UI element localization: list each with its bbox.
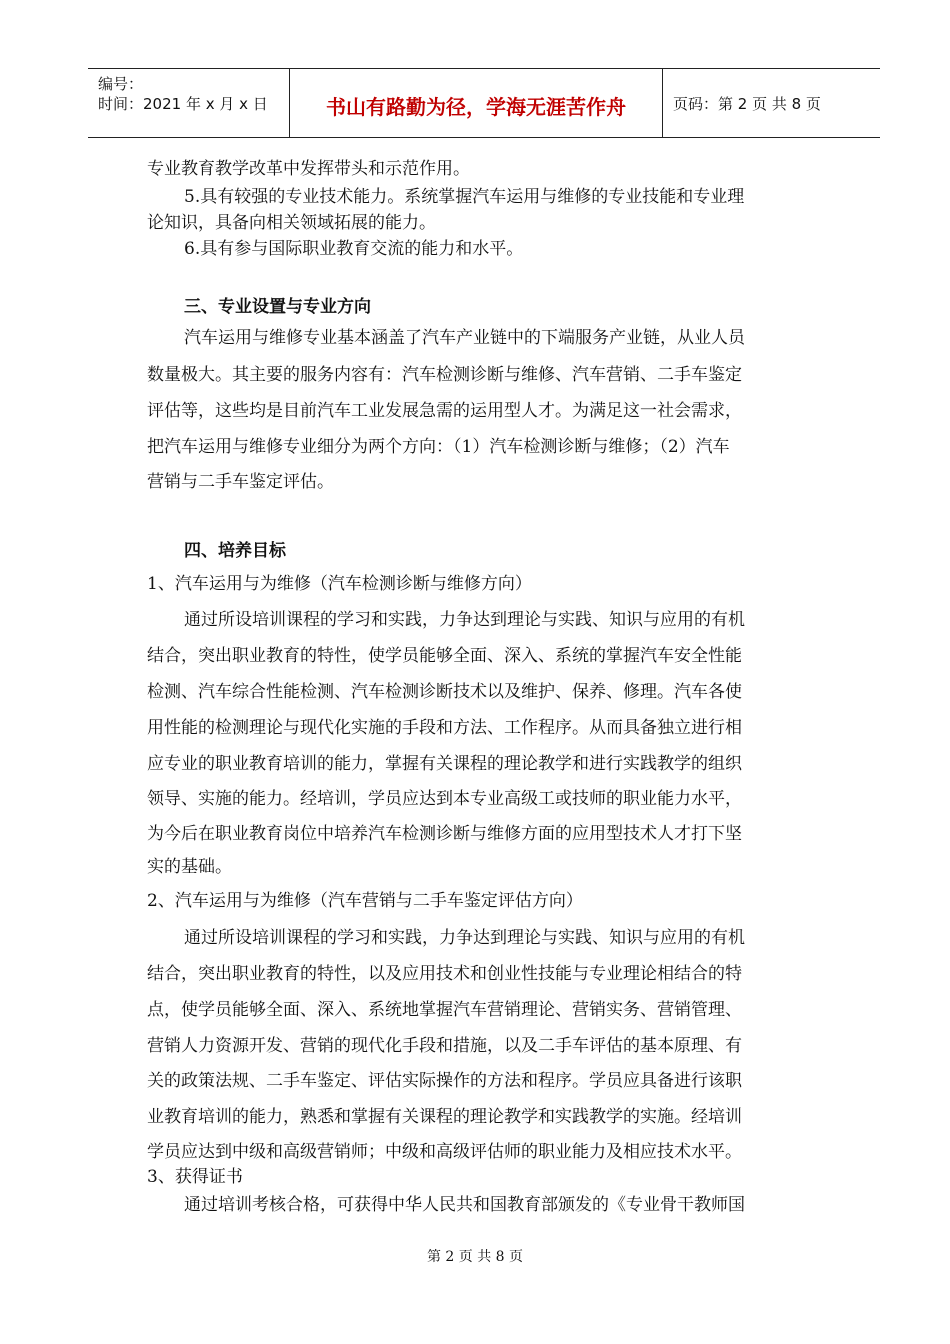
subsection-heading: 2、汽车运用与为维修（汽车营销与二手车鉴定评估方向） — [147, 891, 583, 911]
section-heading: 三、专业设置与专业方向 — [184, 297, 371, 317]
text-line: 论知识，具备向相关领域拓展的能力。 — [147, 213, 436, 233]
subsection-heading: 1、汽车运用与为维修（汽车检测诊断与维修方向） — [147, 574, 532, 594]
text-line: 营销人力资源开发、营销的现代化手段和措施，以及二手车评估的基本原理、有 — [147, 1036, 742, 1056]
text-line: 通过所设培训课程的学习和实践，力争达到理论与实践、知识与应用的有机 — [184, 928, 745, 948]
page-info: 页码：第 2 页 共 8 页 — [673, 95, 821, 113]
text-line: 通过培训考核合格，可获得中华人民共和国教育部颁发的《专业骨干教师国 — [184, 1195, 745, 1215]
document-header — [88, 68, 880, 138]
text-line: 营销与二手车鉴定评估。 — [147, 472, 334, 492]
text-line: 检测、汽车综合性能检测、汽车检测诊断技术以及维护、保养、修理。汽车各使 — [147, 682, 742, 702]
text-line: 把汽车运用与维修专业细分为两个方向：（1）汽车检测诊断与维修；（2）汽车 — [147, 437, 730, 457]
text-line: 实的基础。 — [147, 857, 232, 877]
text-line: 为今后在职业教育岗位中培养汽车检测诊断与维修方面的应用型技术人才打下坚 — [147, 824, 742, 844]
text-line: 结合，突出职业教育的特性，使学员能够全面、深入、系统的掌握汽车安全性能 — [147, 646, 742, 666]
text-line: 学员应达到中级和高级营销师；中级和高级评估师的职业能力及相应技术水平。 — [147, 1142, 742, 1162]
text-line: 数量极大。其主要的服务内容有：汽车检测诊断与维修、汽车营销、二手车鉴定 — [147, 365, 742, 385]
section-heading: 四、培养目标 — [184, 541, 286, 561]
text-line: 汽车运用与维修专业基本涵盖了汽车产业链中的下端服务产业链，从业人员 — [184, 328, 745, 348]
text-line: 5.具有较强的专业技术能力。系统掌握汽车运用与维修的专业技能和专业理 — [184, 187, 745, 207]
header-page-cell — [663, 69, 880, 137]
text-line: 专业教育教学改革中发挥带头和示范作用。 — [147, 159, 470, 179]
text-line: 通过所设培训课程的学习和实践，力争达到理论与实践、知识与应用的有机 — [184, 610, 745, 630]
date-label: 时间：2021 年 x 月 x 日 — [98, 95, 268, 113]
serial-number-label: 编号： — [98, 75, 144, 93]
text-line: 6.具有参与国际职业教育交流的能力和水平。 — [184, 239, 524, 259]
text-line: 结合，突出职业教育的特性，以及应用技术和创业性技能与专业理论相结合的特 — [147, 964, 742, 984]
subsection-heading: 3、获得证书 — [147, 1167, 243, 1187]
text-line: 点，使学员能够全面、深入、系统地掌握汽车营销理论、营销实务、营销管理、 — [147, 1000, 742, 1020]
page-footer: 第 2 页 共 8 页 — [426, 1249, 524, 1265]
header-motto-cell — [290, 69, 663, 137]
text-line: 领导、实施的能力。经培训，学员应达到本专业高级工或技师的职业能力水平， — [147, 789, 742, 809]
text-line: 用性能的检测理论与现代化实施的手段和方法、工作程序。从而具备独立进行相 — [147, 718, 742, 738]
motto-text: 书山有路勤为径，学海无涯苦作舟 — [326, 95, 626, 119]
text-line: 关的政策法规、二手车鉴定、评估实际操作的方法和程序。学员应具备进行该职 — [147, 1071, 742, 1091]
header-meta-cell — [88, 69, 290, 137]
text-line: 应专业的职业教育培训的能力，掌握有关课程的理论教学和进行实践教学的组织 — [147, 754, 742, 774]
text-line: 业教育培训的能力，熟悉和掌握有关课程的理论教学和实践教学的实施。经培训 — [147, 1107, 742, 1127]
text-line: 评估等，这些均是目前汽车工业发展急需的运用型人才。为满足这一社会需求， — [147, 401, 742, 421]
